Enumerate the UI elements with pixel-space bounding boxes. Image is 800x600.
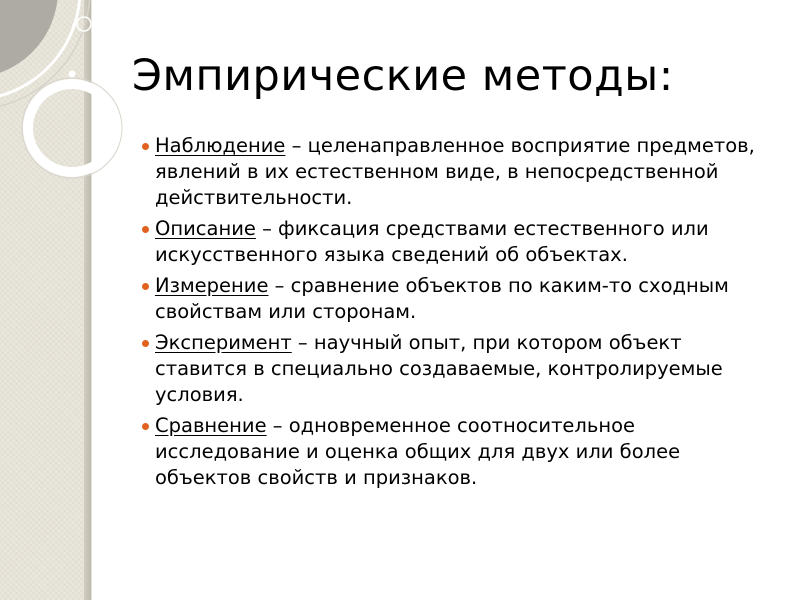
tiny-dot — [69, 71, 76, 78]
slide-title: Эмпирические методы: — [132, 51, 674, 101]
bullet-icon — [142, 423, 149, 430]
list-item — [142, 330, 767, 408]
term-comparison: Сравнение — [155, 414, 267, 437]
term-description: Описание — [155, 217, 256, 240]
term-experiment: Эксперимент — [155, 331, 292, 354]
definition-experiment: – научный опыт, при котором объект ставится в специально создаваемые, контролируемые условия. — [155, 331, 723, 406]
bullet-icon — [142, 143, 149, 150]
medium-ring — [28, 84, 116, 172]
definition-description: – фиксация средствами естественного или искусственного языка сведений об объектах. — [155, 217, 709, 266]
term-measurement: Измерение — [155, 274, 269, 297]
bullet-icon — [142, 226, 149, 233]
bullet-icon — [142, 340, 149, 347]
bullet-icon — [142, 283, 149, 290]
list-item — [142, 273, 767, 325]
bullet-list — [142, 133, 767, 496]
definition-comparison: – одновременное соотносительное исследование и оценка общих для двух или более объектов свойств и признаков. — [155, 414, 681, 489]
list-item — [142, 413, 767, 491]
list-item — [142, 216, 767, 268]
medium-ring-shadow — [22, 78, 122, 178]
term-observation: Наблюдение — [155, 134, 286, 157]
list-item — [142, 133, 767, 211]
definition-measurement: – сравнение объектов по каким-то сходным свойствам или сторонам. — [155, 274, 729, 323]
definition-observation: – целенаправленное восприятие предметов, явлений в их естественном виде, в непосредственной действительности. — [155, 134, 755, 209]
